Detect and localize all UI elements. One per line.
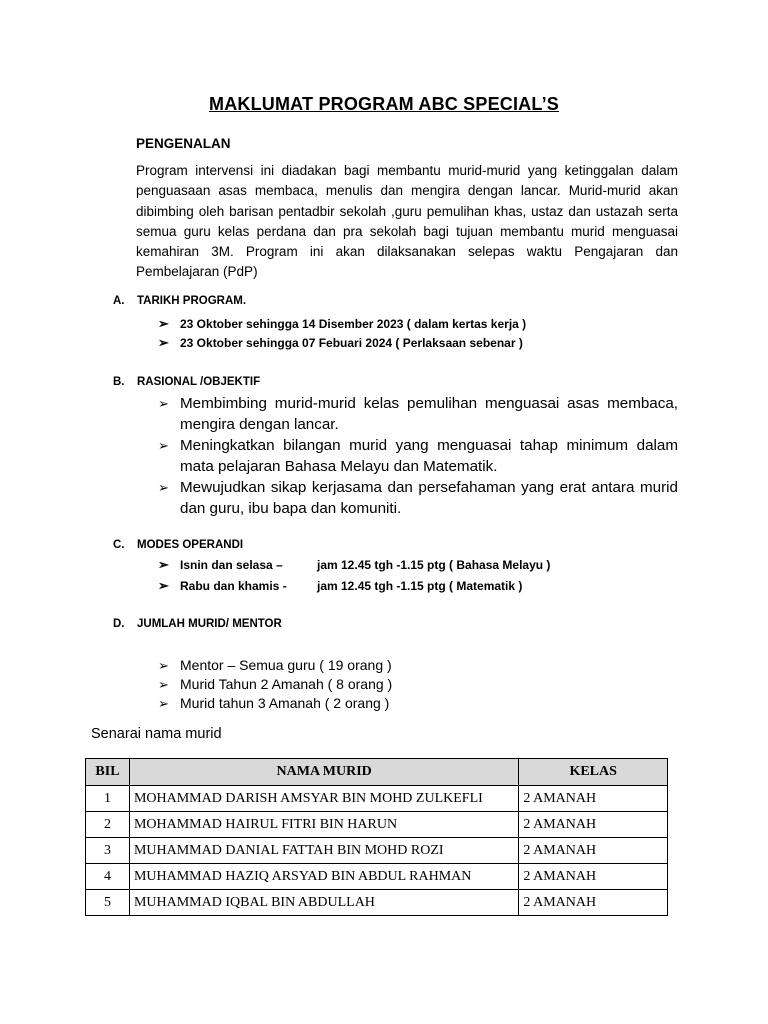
section-title: MODES OPERANDI xyxy=(137,539,244,551)
cell-bil: 2 xyxy=(86,812,130,838)
section-b-heading xyxy=(113,376,260,388)
cell-bil: 5 xyxy=(86,890,130,916)
student-table xyxy=(85,758,668,916)
table-caption: Senarai nama murid xyxy=(91,726,222,742)
table-header-row xyxy=(86,759,668,786)
cell-kelas: 2 AMANAH xyxy=(519,786,668,812)
list-item xyxy=(158,657,392,674)
arrow-bullet-icon: ➢ xyxy=(158,677,169,692)
list-item-text: Meningkatkan bilangan murid yang menguasai tahap minimum dalam mata pelajaran Bahasa Melayu dan Matematik. xyxy=(180,437,678,475)
header-nama: NAMA MURID xyxy=(129,759,518,786)
cell-bil: 1 xyxy=(86,786,130,812)
schedule-time: jam 12.45 tgh -1.15 ptg ( Matematik ) xyxy=(317,579,523,593)
section-title: RASIONAL /OBJEKTIF xyxy=(137,376,261,388)
section-letter: A. xyxy=(113,295,125,307)
arrow-bullet-icon: ➢ xyxy=(158,578,169,593)
section-letter: D. xyxy=(113,618,125,630)
list-item-text: Mentor – Semua guru ( 19 orang ) xyxy=(180,657,392,673)
list-item-text: Murid tahun 3 Amanah ( 2 orang ) xyxy=(180,695,390,711)
table-row xyxy=(86,864,668,890)
arrow-bullet-icon: ➢ xyxy=(158,396,169,411)
section-letter: C. xyxy=(113,539,125,551)
list-item xyxy=(158,676,392,693)
header-bil: BIL xyxy=(86,759,130,786)
arrow-bullet-icon: ➢ xyxy=(158,557,169,572)
cell-nama: MUHAMMAD HAZIQ ARSYAD BIN ABDUL RAHMAN xyxy=(129,864,518,890)
section-title: TARIKH PROGRAM. xyxy=(137,295,247,307)
list-item xyxy=(158,316,526,332)
header-kelas: KELAS xyxy=(519,759,668,786)
arrow-bullet-icon: ➢ xyxy=(158,658,169,673)
list-item-text: 23 Oktober sehingga 14 Disember 2023 ( dalam kertas kerja ) xyxy=(180,317,527,331)
list-item-text: Mewujudkan sikap kerjasama dan persefahaman yang erat antara murid dan guru, ibu bapa dan komuniti. xyxy=(180,479,678,517)
arrow-bullet-icon: ➢ xyxy=(158,335,169,350)
section-d-heading xyxy=(113,618,282,630)
cell-kelas: 2 AMANAH xyxy=(519,812,668,838)
arrow-bullet-icon: ➢ xyxy=(158,316,169,331)
table-row xyxy=(86,890,668,916)
section-letter: B. xyxy=(113,376,125,388)
document-title: MAKLUMAT PROGRAM ABC SPECIAL’S xyxy=(209,94,559,114)
cell-kelas: 2 AMANAH xyxy=(519,890,668,916)
table-row xyxy=(86,812,668,838)
table-row xyxy=(86,838,668,864)
cell-nama: MOHAMMAD HAIRUL FITRI BIN HARUN xyxy=(129,812,518,838)
cell-kelas: 2 AMANAH xyxy=(519,838,668,864)
cell-nama: MOHAMMAD DARISH AMSYAR BIN MOHD ZULKEFLI xyxy=(129,786,518,812)
schedule-item xyxy=(158,557,550,573)
section-c-heading xyxy=(113,539,243,551)
section-a-heading xyxy=(113,295,246,307)
arrow-bullet-icon: ➢ xyxy=(158,696,169,711)
list-item xyxy=(158,393,678,435)
schedule-day: Rabu dan khamis - xyxy=(180,579,287,593)
schedule-item xyxy=(158,578,522,594)
section-title: JUMLAH MURID/ MENTOR xyxy=(137,618,282,630)
list-item xyxy=(158,435,678,477)
intro-paragraph: Program intervensi ini diadakan bagi membantu murid-murid yang ketinggalan dalam penguasaan asas membaca, menulis dan mengira dengan lancar. Murid-murid akan dibimbing oleh barisan pentadbir sekolah ,guru pemulihan khas, ustaz dan ustazah serta semua guru kelas perdana dan pra sekolah bagi tujuan membantu murid menguasai kemahiran 3M. Program ini akan dilaksanakan selepas waktu Pengajaran dan Pembelajaran (PdP) xyxy=(136,163,678,280)
arrow-bullet-icon: ➢ xyxy=(158,480,169,495)
list-item-text: Murid Tahun 2 Amanah ( 8 orang ) xyxy=(180,676,393,692)
list-item xyxy=(158,335,523,351)
list-item-text: Membimbing murid-murid kelas pemulihan menguasai asas membaca, mengira dengan lancar. xyxy=(180,395,678,433)
intro-heading: PENGENALAN xyxy=(136,136,231,151)
list-item xyxy=(158,695,389,712)
cell-nama: MUHAMMAD IQBAL BIN ABDULLAH xyxy=(129,890,518,916)
list-item-text: 23 Oktober sehingga 07 Febuari 2024 ( Perlaksaan sebenar ) xyxy=(180,336,523,350)
table-row xyxy=(86,786,668,812)
schedule-time: jam 12.45 tgh -1.15 ptg ( Bahasa Melayu ) xyxy=(317,558,551,572)
cell-nama: MUHAMMAD DANIAL FATTAH BIN MOHD ROZI xyxy=(129,838,518,864)
schedule-day: Isnin dan selasa – xyxy=(180,558,283,572)
cell-bil: 4 xyxy=(86,864,130,890)
objective-list xyxy=(158,393,678,519)
cell-kelas: 2 AMANAH xyxy=(519,864,668,890)
arrow-bullet-icon: ➢ xyxy=(158,438,169,453)
cell-bil: 3 xyxy=(86,838,130,864)
list-item xyxy=(158,477,678,519)
